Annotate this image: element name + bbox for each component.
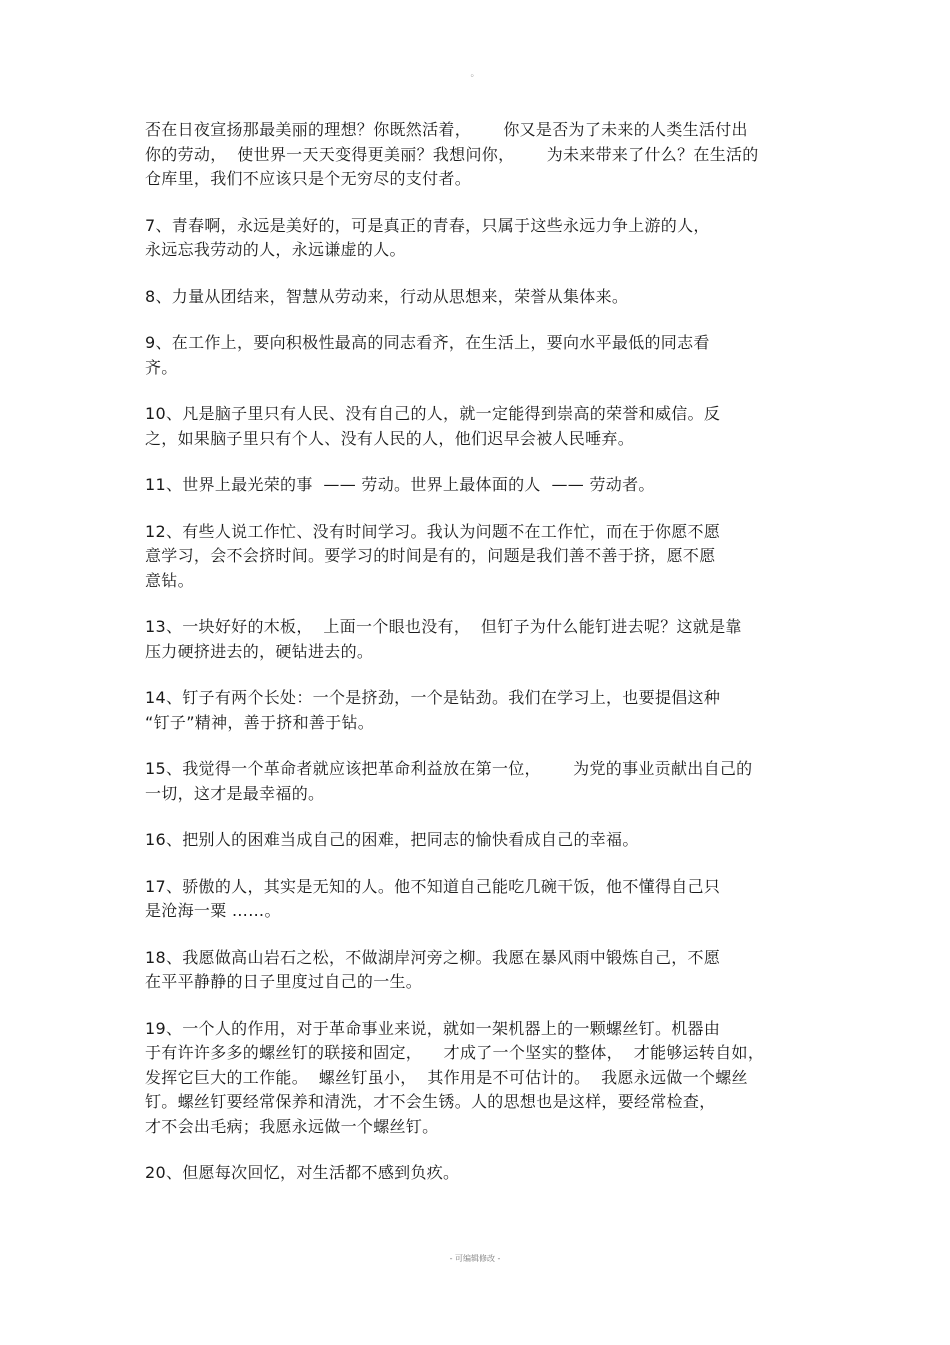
paragraph bbox=[145, 615, 805, 664]
paragraph-line: 18、我愿做高山岩石之松，不做湖岸河旁之柳。我愿在暴风雨中锻炼自己，不愿 bbox=[145, 947, 721, 967]
footer-note: - 可编辑修改 - bbox=[449, 1254, 501, 1263]
paragraph bbox=[145, 828, 805, 853]
paragraph-line: 意钻。 bbox=[145, 570, 194, 590]
paragraph-line: 一切，这才是最幸福的。 bbox=[145, 783, 325, 803]
paragraph bbox=[145, 875, 805, 924]
paragraph bbox=[145, 214, 805, 263]
paragraph bbox=[145, 1161, 805, 1186]
paragraph-line: 永远忘我劳动的人，永远谦虚的人。 bbox=[145, 240, 406, 259]
document-body bbox=[145, 118, 805, 1208]
paragraph-line: 14、钉子有两个长处：一个是挤劲，一个是钻劲。我们在学习上，也要提倡这种 bbox=[145, 688, 721, 707]
paragraph bbox=[145, 946, 805, 995]
paragraph bbox=[145, 1017, 805, 1140]
paragraph bbox=[145, 520, 805, 594]
paragraph-line: 13、一块好好的木板， 上面一个眼也没有， 但钉子为什么能钉进去呢？这就是靠 bbox=[145, 617, 742, 636]
paragraph-line: 才不会出毛病；我愿永远做一个螺丝钉。 bbox=[145, 1116, 439, 1136]
paragraph-line: 8、力量从团结来，智慧从劳动来，行动从思想来，荣誉从集体来。 bbox=[145, 286, 629, 306]
paragraph-line: 是沧海一粟 ……。 bbox=[145, 901, 281, 920]
paragraph bbox=[145, 757, 805, 806]
paragraph bbox=[145, 473, 805, 498]
paragraph bbox=[145, 285, 805, 310]
paragraph-line: 19、一个人的作用，对于革命事业来说，就如一架机器上的一颗螺丝钉。机器由 bbox=[145, 1018, 721, 1038]
paragraph bbox=[145, 118, 805, 192]
paragraph-line: “钉子”精神，善于挤和善于钻。 bbox=[145, 712, 375, 732]
paragraph-line: 钉。螺丝钉要经常保养和清洗，才不会生锈。人的思想也是这样，要经常检查， bbox=[145, 1092, 716, 1111]
paragraph-line: 发挥它巨大的工作能。 螺丝钉虽小， 其作用是不可估计的。 我愿永远做一个螺丝 bbox=[145, 1067, 748, 1087]
paragraph-line: 在平平静静的日子里度过自己的一生。 bbox=[145, 972, 423, 991]
paragraph-line: 之，如果脑子里只有个人、没有人民的人，他们迟早会被人民唾弃。 bbox=[145, 428, 635, 448]
paragraph-line: 压力硬挤进去的，硬钻进去的。 bbox=[145, 641, 374, 661]
paragraph-line: 于有许许多多的螺丝钉的联接和固定， 才成了一个坚实的整体， 才能够运转自如， bbox=[145, 1043, 765, 1062]
paragraph-line: 12、有些人说工作忙、没有时间学习。我认为问题不在工作忙，而在于你愿不愿 bbox=[145, 521, 721, 541]
paragraph-line: 20、但愿每次回忆，对生活都不感到负疚。 bbox=[145, 1163, 460, 1182]
paragraph-line: 10、凡是脑子里只有人民、没有自己的人，就一定能得到崇高的荣誉和威信。反 bbox=[145, 404, 721, 423]
paragraph-line: 齐。 bbox=[145, 357, 178, 377]
paragraph bbox=[145, 331, 805, 380]
paragraph-line: 17、骄傲的人，其实是无知的人。他不知道自己能吃几碗干饭，他不懂得自己只 bbox=[145, 876, 721, 896]
paragraph bbox=[145, 686, 805, 735]
paragraph-line: 16、把别人的困难当成自己的困难，把同志的愉快看成自己的幸福。 bbox=[145, 830, 639, 849]
paragraph-line: 否在日夜宣扬那最美丽的理想？你既然活着， 你又是否为了未来的人类生活付出 bbox=[145, 120, 748, 139]
paragraph-line: 仓库里，我们不应该只是个无穷尽的支付者。 bbox=[145, 169, 472, 188]
paragraph-line: 11、世界上最光荣的事 —— 劳动。世界上最体面的人 —— 劳动者。 bbox=[145, 475, 655, 494]
paragraph bbox=[145, 402, 805, 451]
paragraph-line: 意学习，会不会挤时间。要学习的时间是有的，问题是我们善不善于挤，愿不愿 bbox=[145, 546, 716, 565]
paragraph-line: 你的劳动， 使世界一天天变得更美丽？我想问你， 为未来带来了什么？在生活的 bbox=[145, 144, 759, 164]
paragraph-line: 9、在工作上，要向积极性最高的同志看齐，在生活上，要向水平最低的同志看 bbox=[145, 333, 710, 352]
header-mark: 。 bbox=[470, 69, 480, 79]
paragraph-line: 15、我觉得一个革命者就应该把革命利益放在第一位， 为党的事业贡献出自己的 bbox=[145, 759, 753, 778]
paragraph-line: 7、青春啊，永远是美好的，可是真正的青春，只属于这些永远力争上游的人， bbox=[145, 215, 710, 235]
